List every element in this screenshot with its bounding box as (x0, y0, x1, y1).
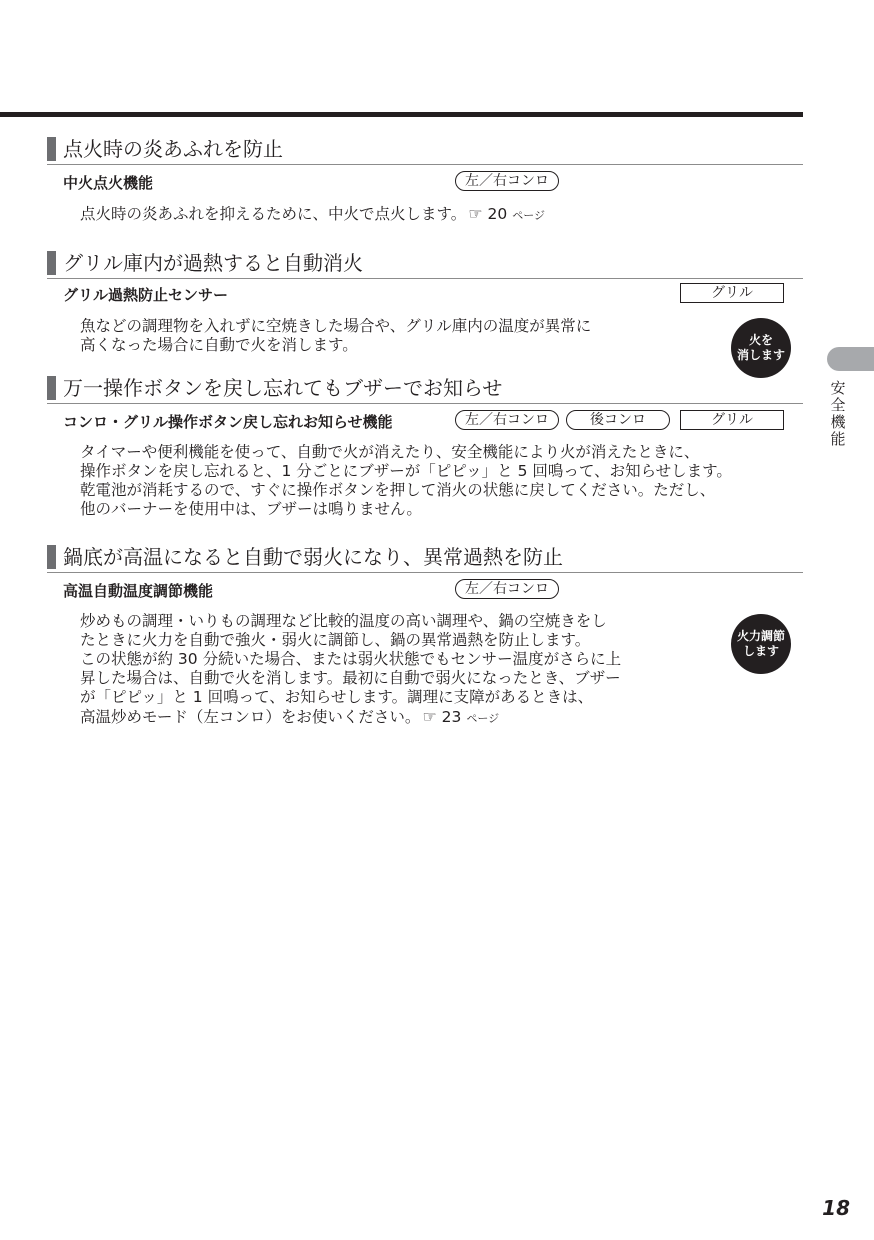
feature-row (63, 171, 803, 195)
body-line: 魚などの調理物を入れずに空焼きした場合や、グリル庫内の温度が異常に (80, 317, 592, 335)
heading-bar (47, 251, 56, 275)
body-line: 他のバーナーを使用中は、ブザーは鳴りません。 (80, 500, 422, 518)
heat-adjust-badge: 火力調節 します (731, 614, 791, 674)
pointing-hand-icon: ☞ (468, 204, 483, 223)
feature-name: グリル過熱防止センサー (63, 286, 229, 304)
body-line: 操作ボタンを戻し忘れると、1 分ごとにブザーが「ピピッ」と 5 回鳴って、お知らせします。 (80, 462, 732, 480)
extinguish-badge: 火を 消します (731, 318, 791, 378)
chapter-index-label: 安 全 機 能 (830, 379, 846, 448)
body-line: たときに火力を自動で強火・弱火に調節し、鍋の異常過熱を防止します。 (80, 631, 591, 649)
page-ref-unit: ページ (466, 712, 500, 725)
body-line: 昇した場合は、自動で火を消します。最初に自動で弱火になったとき、ブザー (80, 669, 621, 687)
page-number: 18 (822, 1196, 850, 1220)
section-heading (47, 250, 803, 279)
tag-left-right-burner: 左／右コンロ (455, 171, 559, 191)
section-title: 点火時の炎あふれを防止 (63, 137, 283, 161)
section-heading (47, 375, 803, 404)
body-line: が「ピピッ」と 1 回鳴って、お知らせします。調理に支障があるときは、 (80, 688, 594, 706)
section-heading (47, 136, 803, 165)
feature-name: 中火点火機能 (63, 174, 154, 192)
page-ref-number: 23 (441, 708, 462, 726)
body-line: タイマーや便利機能を使って、自動で火が消えたり、安全機能により火が消えたときに、 (80, 443, 700, 461)
section-title: グリル庫内が過熱すると自動消火 (63, 251, 363, 275)
feature-row (63, 579, 803, 603)
section-title: 鍋底が高温になると自動で弱火になり、異常過熱を防止 (63, 545, 563, 569)
feature-name: コンロ・グリル操作ボタン戻し忘れお知らせ機能 (63, 413, 393, 431)
body-line: 点火時の炎あふれを抑えるために、中火で点火します。 ☞ 20 ページ (80, 204, 545, 223)
section-heading (47, 544, 803, 573)
heading-bar (47, 545, 56, 569)
heading-bar (47, 137, 56, 161)
feature-row (63, 283, 803, 307)
tag-left-right-burner: 左／右コンロ (455, 410, 559, 430)
section-body (80, 317, 591, 355)
body-line: 高くなった場合に自動で火を消します。 (80, 336, 358, 354)
page-ref-unit: ページ (512, 209, 545, 222)
feature-row (63, 410, 803, 434)
feature-name: 高温自動温度調節機能 (63, 582, 214, 600)
section-body (80, 443, 732, 519)
body-line: 炒めもの調理・いりもの調理など比較的温度の高い調理や、鍋の空焼きをし (80, 612, 607, 630)
body-line: 高温炒めモード（左コンロ）をお使いください。 ☞ 23 ページ (80, 707, 500, 726)
section-body (80, 612, 621, 728)
tag-left-right-burner: 左／右コンロ (455, 579, 559, 599)
tag-rear-burner: 後コンロ (566, 410, 670, 430)
body-line: この状態が約 30 分続いた場合、または弱火状態でもセンサー温度がさらに上 (80, 650, 622, 668)
pointing-hand-icon: ☞ (422, 707, 437, 726)
page-ref-number: 20 (487, 205, 508, 223)
section-title: 万一操作ボタンを戻し忘れてもブザーでお知らせ (63, 376, 503, 400)
section-body (80, 204, 545, 225)
body-line: 乾電池が消耗するので、すぐに操作ボタンを押して消火の状態に戻してください。ただし、 (80, 481, 716, 499)
chapter-index-tab (827, 347, 874, 371)
top-rule (0, 112, 803, 117)
tag-grill: グリル (680, 410, 784, 430)
heading-bar (47, 376, 56, 400)
tag-grill: グリル (680, 283, 784, 303)
